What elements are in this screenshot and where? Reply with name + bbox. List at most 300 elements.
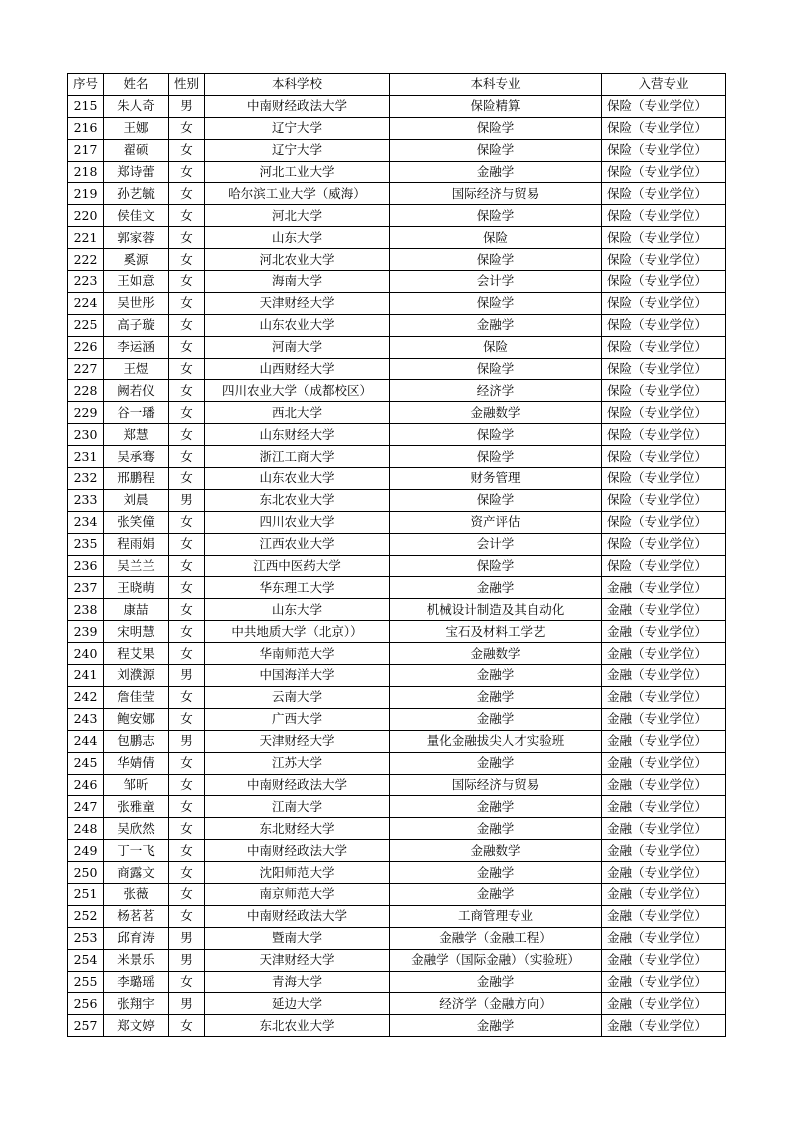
- cell-ug-major: 金融学: [390, 752, 602, 774]
- cell-gender: 女: [169, 818, 205, 840]
- cell-name: 邢鹏程: [104, 468, 169, 490]
- cell-no: 235: [68, 533, 104, 555]
- cell-name: 米景乐: [104, 949, 169, 971]
- table-body: [68, 95, 726, 1036]
- cell-name: 程雨娟: [104, 533, 169, 555]
- cell-school: 江西农业大学: [205, 533, 390, 555]
- cell-no: 221: [68, 227, 104, 249]
- header-row: [68, 74, 726, 96]
- cell-ug-major: 保险学: [390, 424, 602, 446]
- cell-no: 218: [68, 161, 104, 183]
- cell-school: 东北农业大学: [205, 1015, 390, 1037]
- cell-name: 张雅童: [104, 796, 169, 818]
- cell-name: 孙艺毓: [104, 183, 169, 205]
- cell-school: 东北农业大学: [205, 489, 390, 511]
- cell-ug-major: 工商管理专业: [390, 905, 602, 927]
- cell-school: 暨南大学: [205, 927, 390, 949]
- cell-gender: 女: [169, 205, 205, 227]
- cell-name: 谷一璠: [104, 402, 169, 424]
- cell-ug-major: 金融学（国际金融）（实验班）: [390, 949, 602, 971]
- cell-entry-major: 保险（专业学位）: [602, 314, 726, 336]
- cell-name: 郑慧: [104, 424, 169, 446]
- cell-entry-major: 保险（专业学位）: [602, 446, 726, 468]
- cell-gender: 女: [169, 555, 205, 577]
- table-row: [68, 358, 726, 380]
- cell-school: 天津财经大学: [205, 730, 390, 752]
- cell-name: 王如意: [104, 271, 169, 293]
- table-row: [68, 555, 726, 577]
- cell-ug-major: 金融学: [390, 883, 602, 905]
- cell-no: 232: [68, 468, 104, 490]
- cell-name: 王娜: [104, 117, 169, 139]
- cell-name: 王晓萌: [104, 577, 169, 599]
- cell-ug-major: 金融学: [390, 796, 602, 818]
- cell-school: 海南大学: [205, 271, 390, 293]
- cell-entry-major: 保险（专业学位）: [602, 161, 726, 183]
- cell-entry-major: 保险（专业学位）: [602, 139, 726, 161]
- cell-school: 延边大学: [205, 993, 390, 1015]
- cell-entry-major: 保险（专业学位）: [602, 227, 726, 249]
- cell-no: 247: [68, 796, 104, 818]
- header-school: 本科学校: [205, 74, 390, 96]
- cell-school: 河北农业大学: [205, 249, 390, 271]
- cell-gender: 女: [169, 686, 205, 708]
- cell-gender: 女: [169, 336, 205, 358]
- cell-school: 青海大学: [205, 971, 390, 993]
- cell-gender: 女: [169, 511, 205, 533]
- cell-entry-major: 保险（专业学位）: [602, 95, 726, 117]
- cell-name: 吴兰兰: [104, 555, 169, 577]
- cell-ug-major: 保险学: [390, 489, 602, 511]
- cell-school: 山东农业大学: [205, 468, 390, 490]
- cell-no: 229: [68, 402, 104, 424]
- cell-entry-major: 保险（专业学位）: [602, 380, 726, 402]
- cell-gender: 女: [169, 533, 205, 555]
- cell-gender: 女: [169, 708, 205, 730]
- header-ug-major: 本科专业: [390, 74, 602, 96]
- cell-entry-major: 金融（专业学位）: [602, 730, 726, 752]
- table-row: [68, 249, 726, 271]
- cell-school: 山东农业大学: [205, 314, 390, 336]
- cell-no: 231: [68, 446, 104, 468]
- table-row: [68, 774, 726, 796]
- header-entry-major: 入营专业: [602, 74, 726, 96]
- cell-gender: 女: [169, 577, 205, 599]
- cell-name: 张翔宇: [104, 993, 169, 1015]
- cell-name: 翟硕: [104, 139, 169, 161]
- cell-ug-major: 金融学: [390, 862, 602, 884]
- cell-entry-major: 金融（专业学位）: [602, 949, 726, 971]
- cell-no: 225: [68, 314, 104, 336]
- cell-ug-major: 保险学: [390, 205, 602, 227]
- cell-gender: 女: [169, 1015, 205, 1037]
- cell-no: 242: [68, 686, 104, 708]
- cell-ug-major: 财务管理: [390, 468, 602, 490]
- header-gender: 性别: [169, 74, 205, 96]
- table-row: [68, 336, 726, 358]
- cell-school: 四川农业大学（成都校区）: [205, 380, 390, 402]
- header-no: 序号: [68, 74, 104, 96]
- cell-ug-major: 保险精算: [390, 95, 602, 117]
- table-row: [68, 446, 726, 468]
- cell-entry-major: 保险（专业学位）: [602, 336, 726, 358]
- cell-ug-major: 保险学: [390, 249, 602, 271]
- cell-ug-major: 金融学（金融工程）: [390, 927, 602, 949]
- cell-no: 254: [68, 949, 104, 971]
- cell-gender: 女: [169, 117, 205, 139]
- cell-gender: 女: [169, 314, 205, 336]
- cell-name: 吴欣然: [104, 818, 169, 840]
- table-row: [68, 971, 726, 993]
- cell-gender: 女: [169, 183, 205, 205]
- cell-gender: 男: [169, 927, 205, 949]
- cell-name: 张薇: [104, 883, 169, 905]
- cell-entry-major: 金融（专业学位）: [602, 1015, 726, 1037]
- cell-entry-major: 保险（专业学位）: [602, 424, 726, 446]
- cell-school: 辽宁大学: [205, 117, 390, 139]
- cell-school: 江南大学: [205, 796, 390, 818]
- cell-entry-major: 保险（专业学位）: [602, 292, 726, 314]
- cell-entry-major: 金融（专业学位）: [602, 665, 726, 687]
- table-row: [68, 949, 726, 971]
- cell-gender: 女: [169, 468, 205, 490]
- table-row: [68, 730, 726, 752]
- table-row: [68, 380, 726, 402]
- cell-name: 邹昕: [104, 774, 169, 796]
- cell-no: 217: [68, 139, 104, 161]
- table-row: [68, 862, 726, 884]
- table-row: [68, 183, 726, 205]
- cell-ug-major: 经济学: [390, 380, 602, 402]
- cell-gender: 男: [169, 949, 205, 971]
- cell-gender: 女: [169, 271, 205, 293]
- cell-entry-major: 金融（专业学位）: [602, 971, 726, 993]
- cell-name: 吴世彤: [104, 292, 169, 314]
- cell-ug-major: 国际经济与贸易: [390, 183, 602, 205]
- cell-gender: 女: [169, 971, 205, 993]
- cell-no: 256: [68, 993, 104, 1015]
- cell-school: 中南财经政法大学: [205, 774, 390, 796]
- table-row: [68, 665, 726, 687]
- cell-no: 230: [68, 424, 104, 446]
- cell-ug-major: 金融学: [390, 1015, 602, 1037]
- cell-name: 刘晨: [104, 489, 169, 511]
- table-row: [68, 511, 726, 533]
- cell-entry-major: 保险（专业学位）: [602, 205, 726, 227]
- table-row: [68, 468, 726, 490]
- cell-no: 248: [68, 818, 104, 840]
- table-row: [68, 1015, 726, 1037]
- cell-no: 222: [68, 249, 104, 271]
- cell-entry-major: 金融（专业学位）: [602, 774, 726, 796]
- cell-school: 天津财经大学: [205, 949, 390, 971]
- table-row: [68, 139, 726, 161]
- table-row: [68, 643, 726, 665]
- cell-ug-major: 金融学: [390, 971, 602, 993]
- cell-no: 239: [68, 621, 104, 643]
- cell-school: 山东财经大学: [205, 424, 390, 446]
- cell-gender: 女: [169, 621, 205, 643]
- cell-gender: 女: [169, 905, 205, 927]
- cell-school: 东北财经大学: [205, 818, 390, 840]
- cell-no: 252: [68, 905, 104, 927]
- cell-entry-major: 保险（专业学位）: [602, 511, 726, 533]
- cell-entry-major: 保险（专业学位）: [602, 468, 726, 490]
- cell-ug-major: 宝石及材料工学艺: [390, 621, 602, 643]
- cell-ug-major: 保险学: [390, 446, 602, 468]
- cell-no: 216: [68, 117, 104, 139]
- cell-school: 南京师范大学: [205, 883, 390, 905]
- cell-name: 刘濮源: [104, 665, 169, 687]
- cell-no: 233: [68, 489, 104, 511]
- cell-gender: 女: [169, 774, 205, 796]
- cell-gender: 女: [169, 862, 205, 884]
- cell-gender: 女: [169, 227, 205, 249]
- cell-name: 奚源: [104, 249, 169, 271]
- cell-school: 江西中医药大学: [205, 555, 390, 577]
- table-row: [68, 533, 726, 555]
- cell-gender: 女: [169, 424, 205, 446]
- table-row: [68, 818, 726, 840]
- cell-no: 249: [68, 840, 104, 862]
- cell-entry-major: 金融（专业学位）: [602, 643, 726, 665]
- cell-gender: 女: [169, 796, 205, 818]
- admission-roster-table: [67, 73, 726, 1037]
- cell-school: 华南师范大学: [205, 643, 390, 665]
- cell-ug-major: 金融学: [390, 577, 602, 599]
- cell-no: 251: [68, 883, 104, 905]
- cell-no: 219: [68, 183, 104, 205]
- cell-gender: 女: [169, 380, 205, 402]
- cell-name: 阙若仪: [104, 380, 169, 402]
- table-row: [68, 599, 726, 621]
- cell-ug-major: 金融学: [390, 818, 602, 840]
- cell-no: 227: [68, 358, 104, 380]
- cell-gender: 男: [169, 730, 205, 752]
- cell-school: 河北工业大学: [205, 161, 390, 183]
- cell-entry-major: 金融（专业学位）: [602, 577, 726, 599]
- cell-no: 240: [68, 643, 104, 665]
- cell-no: 228: [68, 380, 104, 402]
- cell-school: 沈阳师范大学: [205, 862, 390, 884]
- table-row: [68, 402, 726, 424]
- cell-entry-major: 金融（专业学位）: [602, 905, 726, 927]
- cell-ug-major: 保险: [390, 336, 602, 358]
- cell-school: 江苏大学: [205, 752, 390, 774]
- cell-school: 辽宁大学: [205, 139, 390, 161]
- cell-school: 四川农业大学: [205, 511, 390, 533]
- cell-entry-major: 金融（专业学位）: [602, 686, 726, 708]
- cell-no: 215: [68, 95, 104, 117]
- cell-gender: 女: [169, 161, 205, 183]
- table-header: [68, 74, 726, 96]
- cell-entry-major: 保险（专业学位）: [602, 489, 726, 511]
- table-row: [68, 686, 726, 708]
- cell-gender: 男: [169, 489, 205, 511]
- cell-name: 邱育涛: [104, 927, 169, 949]
- cell-no: 236: [68, 555, 104, 577]
- table-row: [68, 993, 726, 1015]
- cell-ug-major: 量化金融拔尖人才实验班: [390, 730, 602, 752]
- table-row: [68, 314, 726, 336]
- cell-school: 哈尔滨工业大学（威海）: [205, 183, 390, 205]
- cell-gender: 女: [169, 358, 205, 380]
- cell-ug-major: 保险学: [390, 117, 602, 139]
- cell-ug-major: 金融学: [390, 708, 602, 730]
- cell-no: 253: [68, 927, 104, 949]
- cell-name: 张笑僮: [104, 511, 169, 533]
- cell-entry-major: 保险（专业学位）: [602, 183, 726, 205]
- cell-ug-major: 保险学: [390, 292, 602, 314]
- cell-ug-major: 金融学: [390, 161, 602, 183]
- cell-school: 中南财经政法大学: [205, 95, 390, 117]
- cell-school: 中南财经政法大学: [205, 905, 390, 927]
- cell-name: 侯佳文: [104, 205, 169, 227]
- cell-no: 220: [68, 205, 104, 227]
- cell-ug-major: 保险学: [390, 358, 602, 380]
- cell-ug-major: 资产评估: [390, 511, 602, 533]
- cell-name: 华婧倩: [104, 752, 169, 774]
- cell-ug-major: 机械设计制造及其自动化: [390, 599, 602, 621]
- cell-name: 程艾果: [104, 643, 169, 665]
- cell-entry-major: 保险（专业学位）: [602, 402, 726, 424]
- cell-school: 中共地质大学（北京））: [205, 621, 390, 643]
- cell-school: 天津财经大学: [205, 292, 390, 314]
- cell-name: 李运涵: [104, 336, 169, 358]
- cell-name: 鲍安娜: [104, 708, 169, 730]
- cell-ug-major: 金融数学: [390, 643, 602, 665]
- cell-school: 中南财经政法大学: [205, 840, 390, 862]
- cell-name: 詹佳莹: [104, 686, 169, 708]
- cell-gender: 女: [169, 883, 205, 905]
- cell-no: 244: [68, 730, 104, 752]
- cell-ug-major: 国际经济与贸易: [390, 774, 602, 796]
- cell-ug-major: 金融数学: [390, 840, 602, 862]
- table-row: [68, 796, 726, 818]
- cell-no: 224: [68, 292, 104, 314]
- cell-school: 广西大学: [205, 708, 390, 730]
- cell-ug-major: 金融学: [390, 665, 602, 687]
- cell-school: 浙江工商大学: [205, 446, 390, 468]
- cell-gender: 女: [169, 249, 205, 271]
- cell-no: 234: [68, 511, 104, 533]
- table-row: [68, 227, 726, 249]
- table-row: [68, 927, 726, 949]
- cell-ug-major: 金融学: [390, 686, 602, 708]
- cell-school: 山西财经大学: [205, 358, 390, 380]
- cell-school: 河北大学: [205, 205, 390, 227]
- cell-gender: 男: [169, 95, 205, 117]
- cell-no: 246: [68, 774, 104, 796]
- table-row: [68, 424, 726, 446]
- cell-entry-major: 金融（专业学位）: [602, 840, 726, 862]
- cell-no: 245: [68, 752, 104, 774]
- cell-no: 226: [68, 336, 104, 358]
- cell-name: 包鹏志: [104, 730, 169, 752]
- cell-no: 255: [68, 971, 104, 993]
- cell-name: 杨茗茗: [104, 905, 169, 927]
- cell-ug-major: 金融数学: [390, 402, 602, 424]
- cell-name: 朱人奇: [104, 95, 169, 117]
- cell-ug-major: 保险学: [390, 555, 602, 577]
- cell-school: 山东大学: [205, 227, 390, 249]
- cell-no: 238: [68, 599, 104, 621]
- cell-name: 李璐瑶: [104, 971, 169, 993]
- table-row: [68, 905, 726, 927]
- cell-school: 中国海洋大学: [205, 665, 390, 687]
- cell-ug-major: 金融学: [390, 314, 602, 336]
- cell-ug-major: 会计学: [390, 533, 602, 555]
- cell-entry-major: 金融（专业学位）: [602, 621, 726, 643]
- cell-name: 王煜: [104, 358, 169, 380]
- cell-name: 丁一飞: [104, 840, 169, 862]
- cell-gender: 女: [169, 752, 205, 774]
- table-row: [68, 271, 726, 293]
- cell-no: 243: [68, 708, 104, 730]
- table-row: [68, 752, 726, 774]
- cell-ug-major: 保险: [390, 227, 602, 249]
- cell-no: 257: [68, 1015, 104, 1037]
- cell-entry-major: 保险（专业学位）: [602, 117, 726, 139]
- cell-gender: 男: [169, 665, 205, 687]
- table-row: [68, 117, 726, 139]
- cell-school: 山东大学: [205, 599, 390, 621]
- cell-entry-major: 保险（专业学位）: [602, 249, 726, 271]
- cell-name: 郭家蓉: [104, 227, 169, 249]
- cell-ug-major: 经济学（金融方向）: [390, 993, 602, 1015]
- cell-entry-major: 金融（专业学位）: [602, 752, 726, 774]
- table-row: [68, 577, 726, 599]
- table-row: [68, 292, 726, 314]
- cell-gender: 女: [169, 402, 205, 424]
- cell-gender: 男: [169, 993, 205, 1015]
- cell-entry-major: 保险（专业学位）: [602, 533, 726, 555]
- cell-no: 241: [68, 665, 104, 687]
- cell-gender: 女: [169, 643, 205, 665]
- table-row: [68, 883, 726, 905]
- cell-entry-major: 保险（专业学位）: [602, 271, 726, 293]
- cell-gender: 女: [169, 446, 205, 468]
- table-row: [68, 205, 726, 227]
- table-row: [68, 840, 726, 862]
- cell-gender: 女: [169, 599, 205, 621]
- cell-gender: 女: [169, 840, 205, 862]
- cell-entry-major: 保险（专业学位）: [602, 358, 726, 380]
- cell-school: 云南大学: [205, 686, 390, 708]
- cell-name: 吴承骞: [104, 446, 169, 468]
- table-row: [68, 708, 726, 730]
- cell-no: 223: [68, 271, 104, 293]
- cell-name: 郑诗蕾: [104, 161, 169, 183]
- cell-no: 250: [68, 862, 104, 884]
- header-name: 姓名: [104, 74, 169, 96]
- cell-entry-major: 金融（专业学位）: [602, 796, 726, 818]
- table-row: [68, 489, 726, 511]
- cell-entry-major: 金融（专业学位）: [602, 708, 726, 730]
- cell-entry-major: 金融（专业学位）: [602, 993, 726, 1015]
- table-row: [68, 621, 726, 643]
- table-row: [68, 161, 726, 183]
- cell-ug-major: 保险学: [390, 139, 602, 161]
- cell-gender: 女: [169, 292, 205, 314]
- cell-name: 宋明慧: [104, 621, 169, 643]
- cell-name: 商露文: [104, 862, 169, 884]
- cell-entry-major: 金融（专业学位）: [602, 927, 726, 949]
- cell-school: 华东理工大学: [205, 577, 390, 599]
- cell-school: 西北大学: [205, 402, 390, 424]
- cell-school: 河南大学: [205, 336, 390, 358]
- cell-entry-major: 金融（专业学位）: [602, 883, 726, 905]
